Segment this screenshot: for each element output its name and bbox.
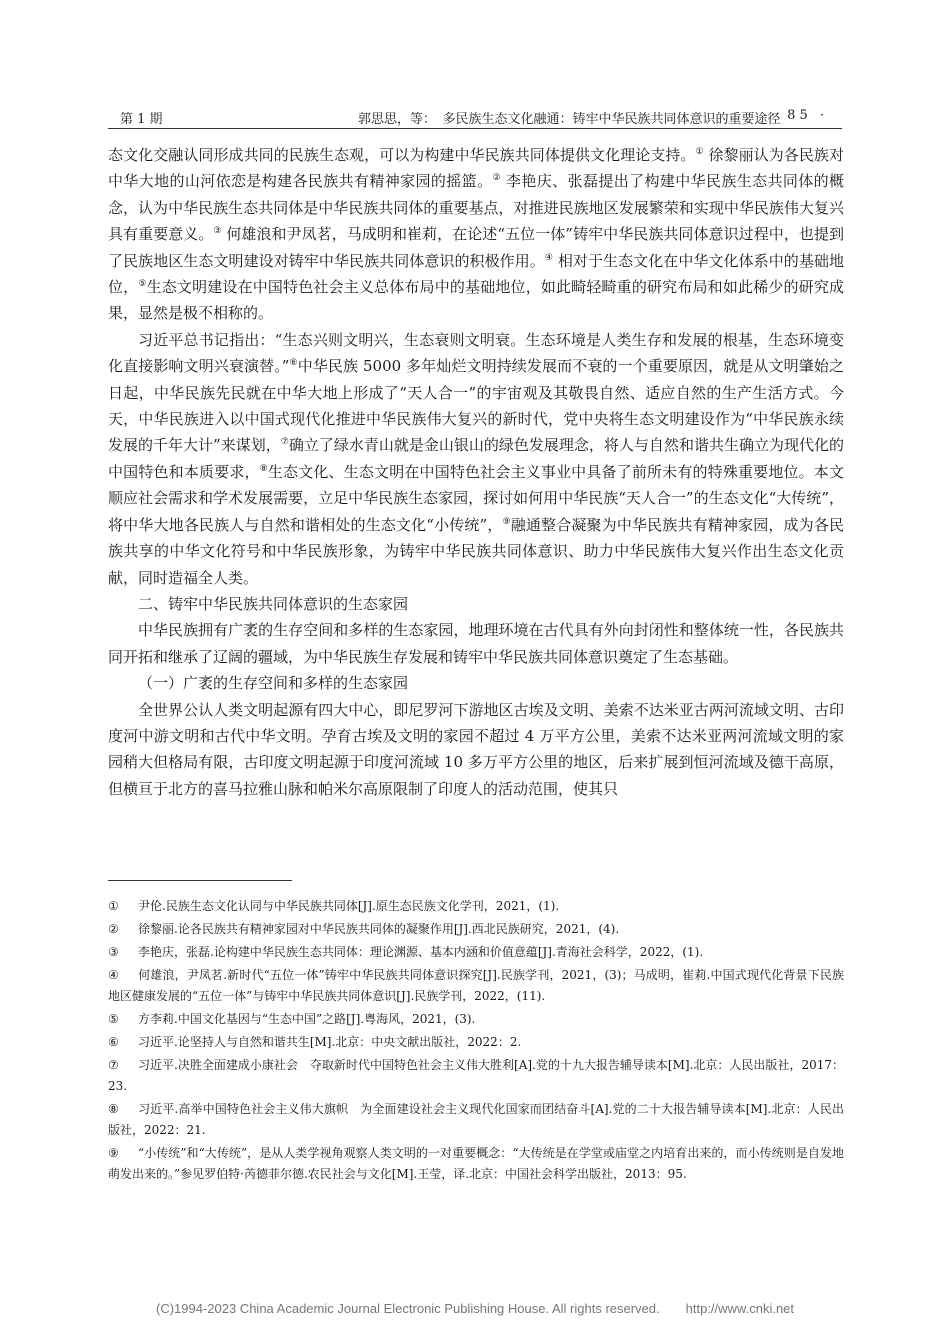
text-run: （一）广袤的生存空间和多样的生态家园 bbox=[138, 674, 409, 693]
footnote-item bbox=[108, 1009, 844, 1030]
footnote-mark: ⑧ bbox=[108, 1102, 119, 1116]
footnote-mark: ① bbox=[108, 899, 119, 913]
footnote-text: 习近平.高举中国特色社会主义伟大旗帜 为全面建设社会主义现代化国家而团结奋斗[A].党的二十大报告辅导读本[M].北京：人民出版社，2022：21. bbox=[108, 1102, 844, 1137]
footnote-text: 何雄浪，尹凤茗.新时代“五位一体”铸牢中华民族共同体意识探究[J].民族学刊，2021，(3)；马成明，崔莉.中国式现代化背景下民族地区健康发展的“五位一体”与铸牢中华民族共同体意识[J].民族学刊，2022，(11). bbox=[108, 968, 844, 1003]
body-paragraph bbox=[108, 697, 844, 803]
section-heading bbox=[108, 670, 844, 696]
footnote-mark: ③ bbox=[108, 945, 119, 959]
text-run: 态文化交融认同形成共同的民族生态观，可以为构建中华民族共同体提供文化理论支持。 bbox=[108, 146, 696, 164]
text-run: 习近平总书记指出：“生态兴则文明兴，生态衰则文明衰。生态环境是人类生存和发展的根基，生态环境变化直接影响文明兴衰演替。” bbox=[108, 330, 844, 376]
footnote-ref[interactable]: ⑧ bbox=[259, 463, 268, 474]
text-run: 生态文明建设在中国特色社会主义总体布局中的基础地位，如此畸轻畸重的研究布局和如此稀少的研究成果，显然是极不相称的。 bbox=[108, 278, 844, 323]
footnote-mark: ⑦ bbox=[108, 1058, 119, 1072]
footnote-mark: ⑨ bbox=[108, 1146, 119, 1160]
running-header bbox=[108, 108, 842, 129]
footnote-ref[interactable]: ④ bbox=[544, 252, 553, 263]
footnote-text: 李艳庆，张磊.论构建中华民族生态共同体：理论渊源、基本内涵和价值意蕴[J].青海社会科学，2022，(1). bbox=[138, 945, 704, 959]
running-title: 郭思思，等： 多民族生态文化融通：铸牢中华民族共同体意识的重要途径 bbox=[358, 112, 781, 127]
text-run: 徐黎丽认为各民族对中华大地的山河依恋是构建各民族共有精神家园的摇篮。 bbox=[108, 146, 844, 191]
footnote-mark: ④ bbox=[108, 968, 119, 982]
footnote-ref[interactable]: ⑥ bbox=[289, 358, 298, 369]
text-run: 融通整合凝聚为中华民族共有精神家园，成为各民族共享的中华文化符号和中华民族形象，为铸牢中华民族共同体意识、助力中华民族伟大复兴作出生态文化贡献，同时造福全人类。 bbox=[108, 515, 844, 587]
footnote-text: “小传统”和“大传统”，是从人类学视角观察人类文明的一对重要概念：“大传统是在学堂或庙堂之内培育出来的，而小传统则是自发地萌发出来的。”参见罗伯特·芮德菲尔德.农民社会与文化[M].王莹，译.北京：中国社会科学出版社，2013：95. bbox=[108, 1146, 844, 1181]
footnote-item bbox=[108, 965, 844, 1007]
footnote-item bbox=[108, 1099, 844, 1141]
footnote-mark: ② bbox=[108, 922, 119, 936]
text-run: 生态文化、生态文明在中国特色社会主义事业中具备了前所未有的特殊重要地位。本文顺应社会需求和学术发展需要，立足中华民族生态家园，探讨如何用中华民族“天人合一”的生态文化“大传统”，将中华大地各民族人与自然和谐相处的生态文化“小传统”， bbox=[108, 462, 844, 534]
footnote-ref[interactable]: ① bbox=[695, 147, 704, 157]
text-run: 确立了绿水青山就是金山银山的绿色发展理念，将人与自然和谐共生确立为现代化的中国特色和本质要求， bbox=[108, 436, 844, 481]
footnote-text: 方李莉.中国文化基因与“生态中国”之路[J].粤海风，2021，(3). bbox=[138, 1012, 476, 1026]
section-heading bbox=[108, 591, 844, 617]
footnote-item bbox=[108, 942, 844, 963]
footnote-item bbox=[108, 1032, 844, 1053]
issue-number: 第 1 期 bbox=[120, 112, 163, 127]
footnote-item bbox=[108, 1143, 844, 1185]
page-number: · 85 · bbox=[770, 108, 828, 123]
body-paragraph bbox=[108, 327, 844, 591]
footnote-ref[interactable]: ⑨ bbox=[502, 516, 511, 527]
footnotes bbox=[108, 896, 844, 1187]
article-body bbox=[108, 142, 844, 802]
footnote-item bbox=[108, 896, 844, 917]
footnote-mark: ⑤ bbox=[108, 1012, 119, 1026]
text-run: 何雄浪和尹凤茗，马成明和崔莉，在论述“五位一体”铸牢中华民族共同体意识过程中，也提到了民族地区生态文明建设对铸牢中华民族共同体意识的积极作用。 bbox=[108, 225, 844, 270]
footnote-divider bbox=[108, 880, 292, 881]
footnote-text: 习近平.决胜全面建成小康社会 夺取新时代中国特色社会主义伟大胜利[A].党的十九大报告辅导读本[M].北京：人民出版社，2017：23. bbox=[108, 1058, 844, 1093]
footnote-ref[interactable]: ③ bbox=[213, 226, 222, 237]
footnote-mark: ⑥ bbox=[108, 1035, 119, 1049]
text-run: 二、铸牢中华民族共同体意识的生态家园 bbox=[138, 594, 409, 613]
body-paragraph bbox=[108, 142, 844, 327]
footnote-item bbox=[108, 919, 844, 940]
copyright-footer: (C)1994-2023 China Academic Journal Electronic Publishing House. All rights reserved. http://www.cnki.net bbox=[155, 1301, 795, 1316]
footnote-ref[interactable]: ② bbox=[492, 173, 501, 184]
footnote-ref[interactable]: ⑦ bbox=[280, 437, 289, 448]
text-run: 中华民族 5000 多年灿烂文明持续发展而不衰的一个重要原因，就是从文明肇始之日起，中华民族先民就在中华大地上形成了“天人合一”的宇宙观及其敬畏自然、适应自然的生产生活方式。今天，中华民族进入以中国式现代化推进中华民族伟大复兴的新时代，党中央将生态文明建设作为“中华民族永续发展的千年大计”来谋划， bbox=[108, 357, 844, 455]
text-run: 中华民族拥有广袤的生存空间和多样的生态家园，地理环境在古代具有外向封闭性和整体统一性，各民族共同开拓和继承了辽阔的疆域，为中华民族生存发展和铸牢中华民族共同体意识奠定了生态基础。 bbox=[108, 621, 844, 666]
footnote-item bbox=[108, 1055, 844, 1097]
text-run: 全世界公认人类文明起源有四大中心，即尼罗河下游地区古埃及文明、美索不达米亚古两河流域文明、古印度河中游文明和古代中华文明。孕育古埃及文明的家园不超过 4 万平方公里，美索不达米亚两河流域文明的家园稍大但格局有限，古印度文明起源于印度河流域 10 多万平方公里的地区，后来扩展到恒河流域及德干高原，但横亘于北方的喜马拉雅山脉和帕米尔高原限制了印度人的活动范围，使其只 bbox=[108, 700, 844, 798]
footnote-text: 徐黎丽.论各民族共有精神家园对中华民族共同体的凝聚作用[J].西北民族研究，2021，(4). bbox=[138, 922, 620, 936]
text-run: 李艳庆、张磊提出了构建中华民族生态共同体的概念，认为中华民族生态共同体是中华民族共同体的重要基点，对推进民族地区发展繁荣和实现中华民族伟大复兴具有重要意义。 bbox=[108, 172, 844, 244]
footnote-ref[interactable]: ⑤ bbox=[138, 279, 147, 290]
footnote-text: 尹伦.民族生态文化认同与中华民族共同体[J].原生态民族文化学刊，2021，(1). bbox=[138, 899, 560, 913]
body-paragraph bbox=[108, 617, 844, 670]
text-run: 相对于生态文化在中华文化体系中的基础地位， bbox=[108, 251, 844, 297]
footnote-text: 习近平.论坚持人与自然和谐共生[M].北京：中央文献出版社，2022：2. bbox=[138, 1035, 522, 1049]
